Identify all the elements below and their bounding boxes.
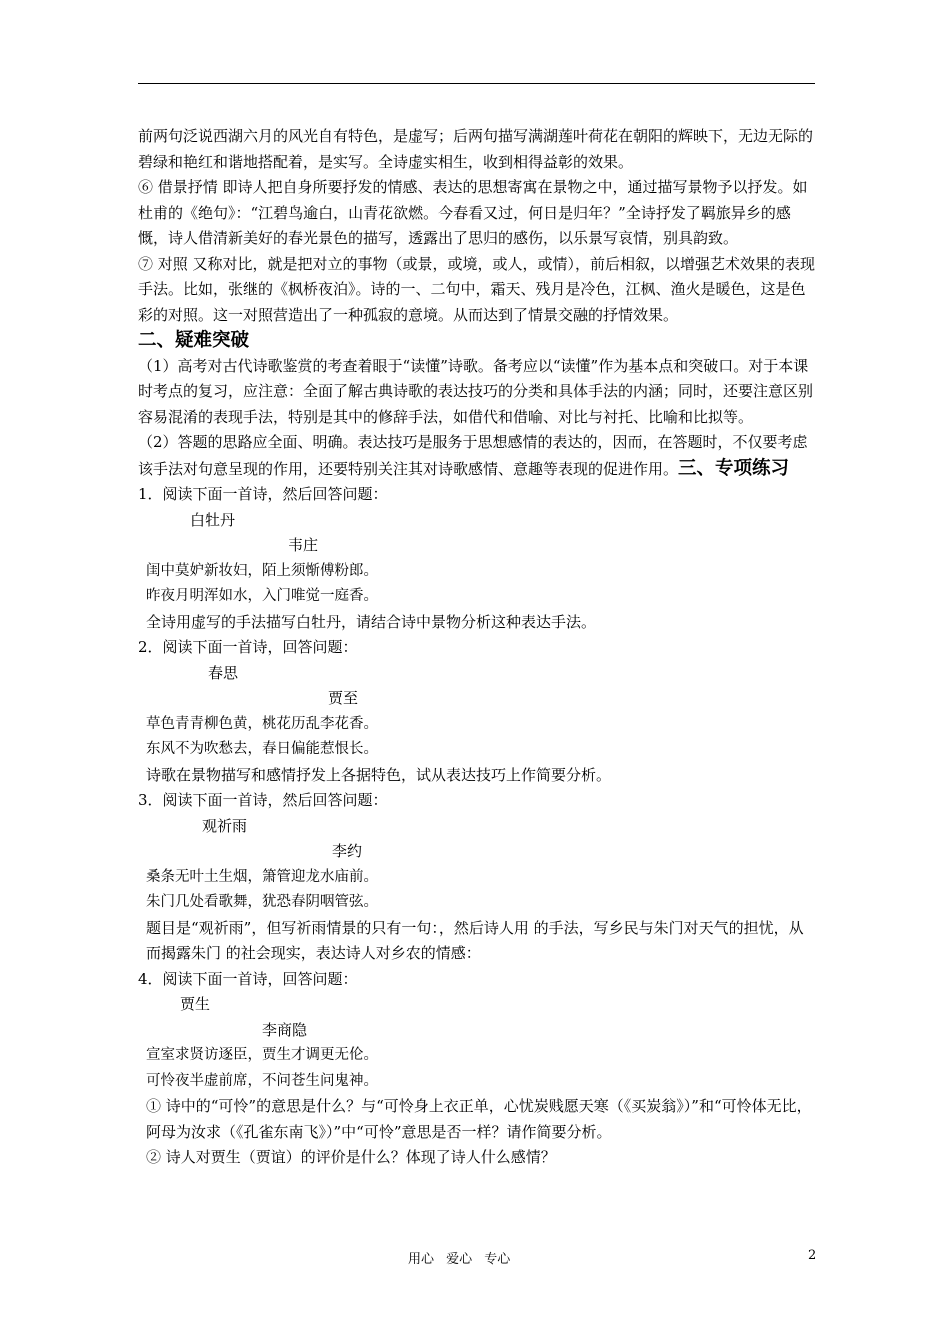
intro-paragraph: 前两句泛说西湖六月的风光自有特色，是虚写；后两句描写满湖莲叶荷花在朝阳的辉映下，无边无际的碧绿和艳红和谐地搭配着，是实写。全诗虚实相生，收到相得益彰的效果。 <box>138 127 814 171</box>
question-2 <box>138 635 818 788</box>
poem-title: 观祈雨 <box>202 816 248 835</box>
poem-title: 贾生 <box>180 995 211 1013</box>
poem-line: 可怜夜半虚前席，不问苍生问鬼神。 <box>146 1072 378 1089</box>
question-1 <box>138 482 818 635</box>
technique-paragraph-7: ⑦ 对照 又称对比，就是把对立的事物（或景，或境，或人，或情），前后相叙，以增强艺术效果的表现手法。比如，张继的《枫桥夜泊》。诗的一、二句中，霜天、残月是冷色，江枫、渔火是暖色，这是色彩的对照。这一对照营造出了一种孤寂的意境。从而达到了情景交融的抒情效果。 <box>138 254 816 324</box>
difficulty-paragraph-1: （1）高考对古代诗歌鉴赏的考查着眼于“读懂”诗歌。备考应以“读懂”作为基本点和突破口。对于本课时考点的复习，应注意：全面了解古典诗歌的表达技巧的分类和具体手法的内涵；同时，还要注意区别容易混淆的表现手法，特别是其中的修辞手法，如借代和借喻、对比与衬托、比喻和比拟等。 <box>138 356 814 426</box>
question-task: ① 诗中的“可怜”的意思是什么？与“可怜身上衣正单，心忧炭贱愿天寒（《买炭翁》）”和“可怜体无比，阿母为汝求（《孔雀东南飞》）”中“可怜”意思是否一样？请作简要分析。 <box>146 1097 812 1141</box>
poem-author: 贾至 <box>328 689 359 707</box>
document-body <box>138 124 818 1171</box>
poem-author: 李约 <box>332 842 363 860</box>
poem-author: 韦庄 <box>288 536 319 554</box>
poem-title: 白牡丹 <box>190 510 236 529</box>
poem-title: 春思 <box>208 663 239 682</box>
poem-line: 朱门几处看歌舞，犹恐春阴咽管弦。 <box>146 894 378 910</box>
question-prompt: 4．阅读下面一首诗，回答问题： <box>138 969 358 988</box>
poem-author: 李商隐 <box>262 1020 308 1039</box>
poem-line: 东风不为吹愁去，春日偏能惹恨长。 <box>146 741 378 757</box>
question-prompt: 3．阅读下面一首诗，然后回答问题： <box>138 791 388 809</box>
page-number: 2 <box>808 1248 817 1263</box>
question-prompt: 2．阅读下面一首诗，回答问题： <box>138 638 358 656</box>
question-task: 全诗用虚写的手法描写白牡丹，请结合诗中景物分析这种表达手法。 <box>146 612 597 631</box>
difficulty-paragraph-2 <box>138 430 818 482</box>
poem-line: 闺中莫妒新妆妇，陌上须惭傅粉郎。 <box>146 562 378 579</box>
section-heading-3: 三、专项练习 <box>678 457 790 479</box>
question-task: 题目是“观祈雨”，但写祈雨情景的只有一句：，然后诗人用 的手法，写乡民与朱门对天气的担忧，从而揭露朱门 的社会现实，表达诗人对乡农的情感： <box>146 918 804 962</box>
difficulty-paragraph-2-text: （2）答题的思路应全面、明确。表达技巧是服务于思想感情的表达的，因而，在答题时，不仅要考虑该手法对句意呈现的作用，还要特别关注其对诗歌感情、意趣等表现的促进作用。 <box>138 433 808 478</box>
footer-motto: 用心 爱心 专心 <box>408 1252 511 1267</box>
poem-line: 昨夜月明浑如水，入门唯觉一庭香。 <box>146 588 378 604</box>
question-task: ② 诗人对贾生（贾谊）的评价是什么？体现了诗人什么感情？ <box>146 1148 556 1166</box>
poem-line: 宣室求贤访逐臣，贾生才调更无伦。 <box>146 1047 378 1063</box>
question-prompt: 1．阅读下面一首诗，然后回答问题： <box>138 485 388 503</box>
section-heading-2: 二、疑难突破 <box>138 330 250 351</box>
question-task: 诗歌在景物描写和感情抒发上各据特色，试从表达技巧上作简要分析。 <box>146 765 612 784</box>
poem-line: 桑条无叶土生烟，箫管迎龙水庙前。 <box>146 868 378 885</box>
technique-paragraph-6: ⑥ 借景抒情 即诗人把自身所要抒发的情感、表达的思想寄寓在景物之中，通过描写景物予以抒发。如杜甫的《绝句》：“江碧鸟逾白，山青花欲燃。今春看又过，何日是归年？”全诗抒发了羁旅异乡的感慨，诗人借清新美好的春光景色的描写，透露出了思归的感伤，以乐景写哀情，别具韵致。 <box>138 178 808 247</box>
question-4 <box>138 967 818 1171</box>
header-rule <box>138 83 815 84</box>
question-3 <box>138 788 818 967</box>
poem-line: 草色青青柳色黄，桃花历乱李花香。 <box>146 715 378 732</box>
